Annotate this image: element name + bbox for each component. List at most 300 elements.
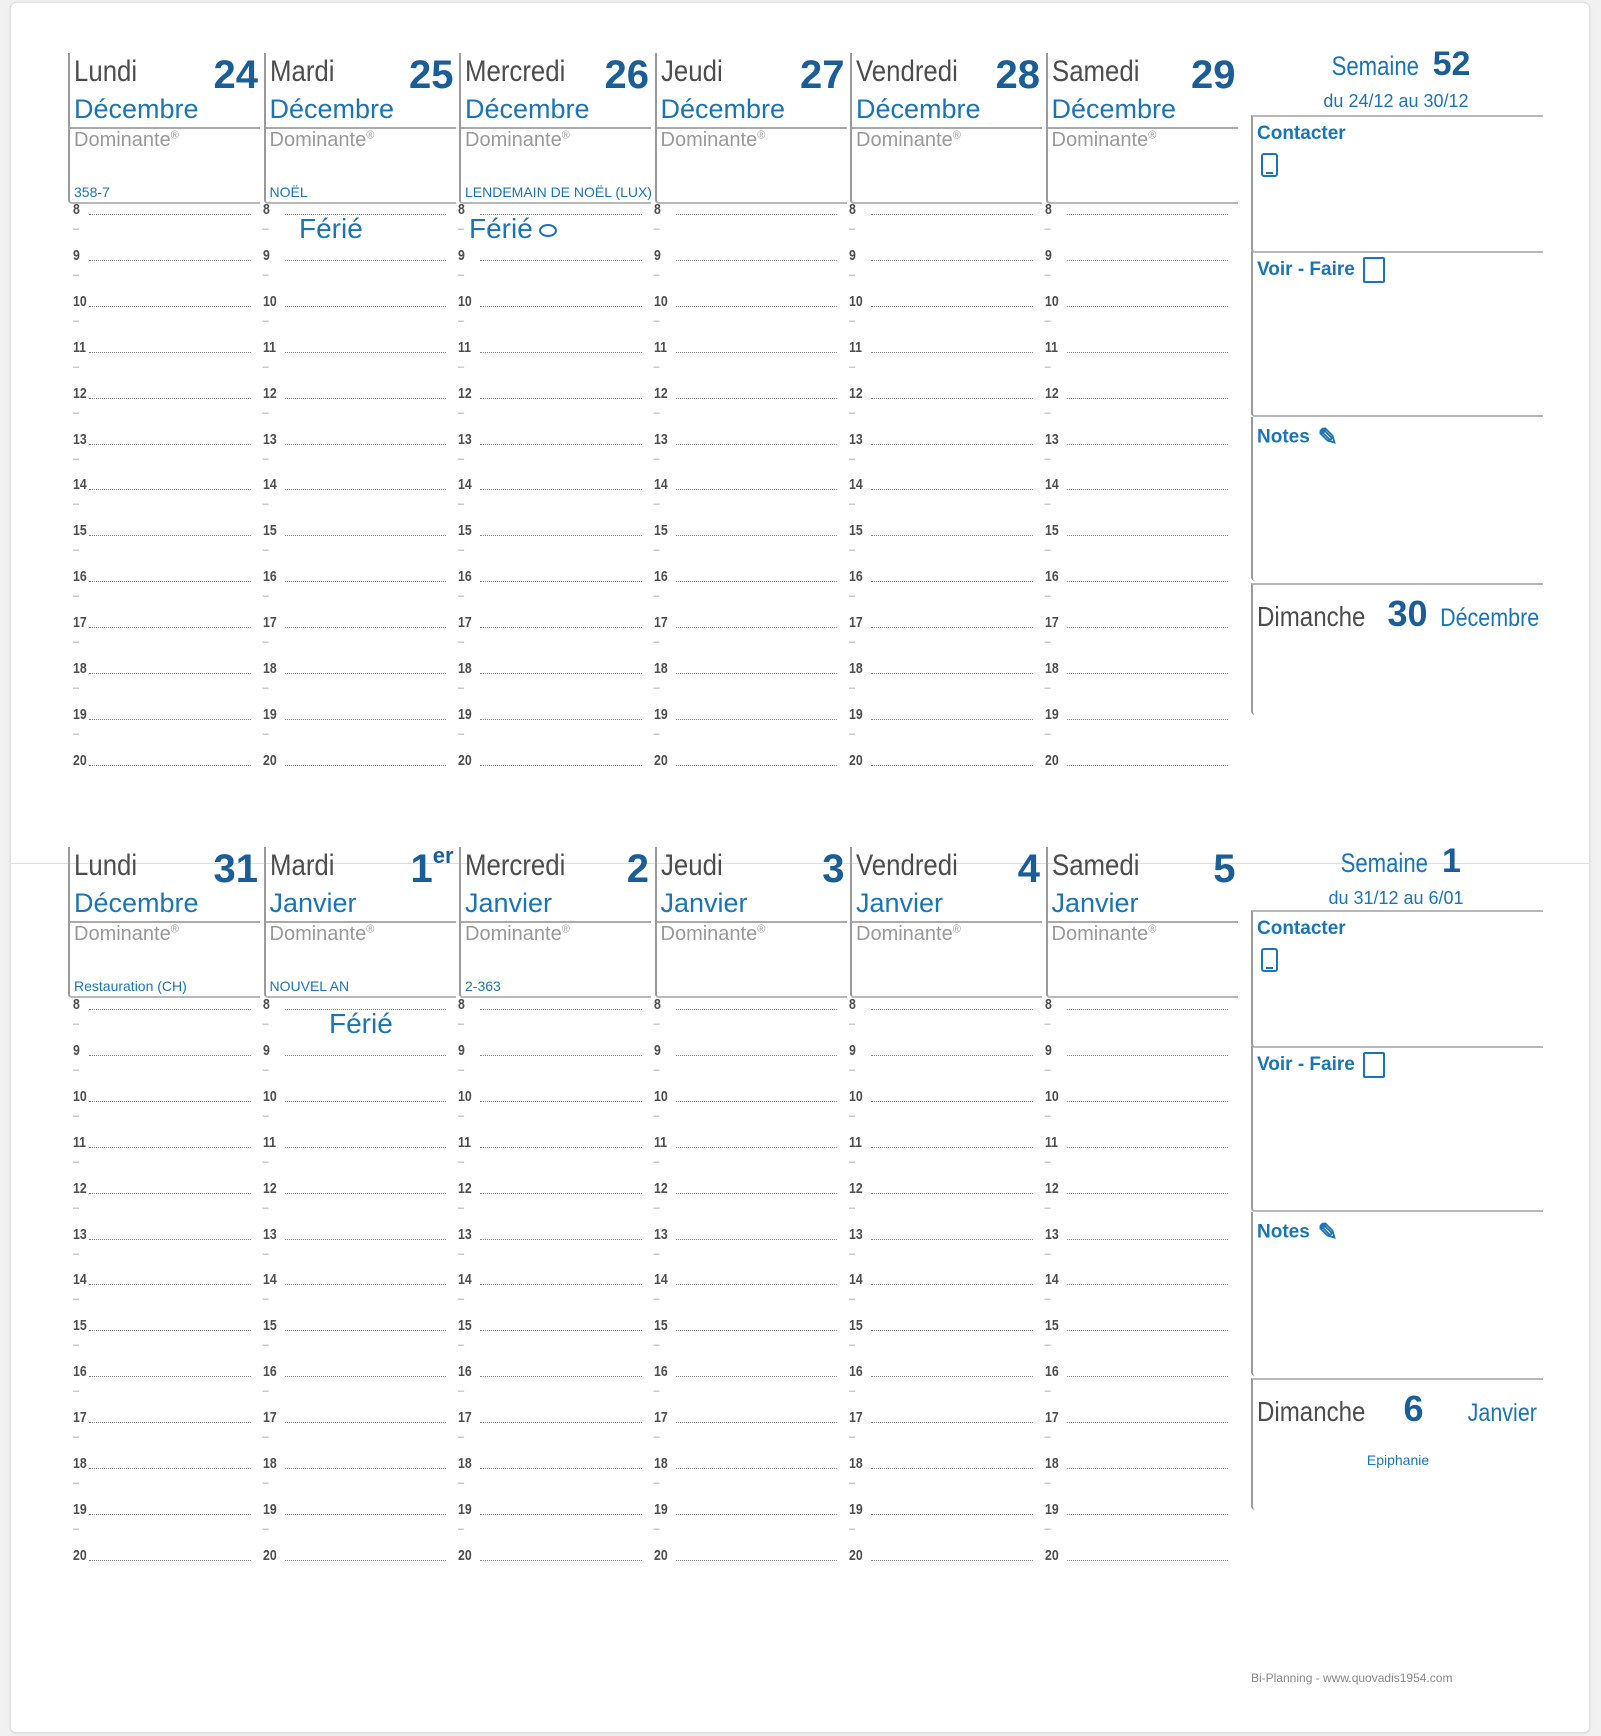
half-hour-tick: –: [458, 223, 465, 235]
hour-dotted-line: [1067, 352, 1229, 353]
contacter-label: Contacter: [1257, 918, 1346, 939]
sunday-month: Janvier: [1467, 1399, 1537, 1427]
hour-dotted-line: [285, 673, 447, 674]
day-month: Décembre: [856, 94, 981, 124]
hour-row[interactable]: [61, 752, 1251, 770]
day-number-value: 1: [410, 847, 433, 891]
half-hour-tick: –: [849, 636, 856, 649]
hour-row[interactable]: [61, 1409, 1251, 1444]
hour-label: 12: [1044, 384, 1059, 402]
hour-label: 16: [262, 1363, 277, 1381]
half-hour-tick: –: [262, 636, 269, 649]
hour-label: 20: [73, 751, 87, 769]
day-header-samedi: [1046, 847, 1238, 998]
hour-dotted-line: [1067, 1284, 1229, 1285]
hour-label: 18: [849, 1455, 863, 1472]
half-hour-tick: –: [653, 1293, 660, 1306]
hour-dotted-line: [676, 581, 838, 582]
hour-dotted-line: [871, 1055, 1033, 1056]
half-hour-tick: –: [262, 452, 269, 465]
notes-box[interactable]: [1251, 1212, 1543, 1376]
hour-dotted-line: [285, 1468, 447, 1469]
saint-text: Dominante: [465, 129, 562, 151]
half-hour-tick: –: [1044, 1431, 1051, 1444]
hour-dotted-line: [871, 1284, 1033, 1285]
hour-label: 12: [849, 384, 863, 402]
hour-dotted-line: [285, 352, 447, 353]
hour-row[interactable]: [61, 1087, 1251, 1122]
hour-label: 8: [73, 201, 80, 218]
registered-mark: ®: [561, 923, 570, 936]
hour-label: 13: [653, 1225, 668, 1243]
hour-row[interactable]: [61, 1225, 1251, 1260]
voir-faire-box[interactable]: [1251, 1046, 1543, 1212]
hour-label: 20: [653, 1546, 668, 1564]
registered-mark: ®: [1148, 129, 1157, 142]
hour-dotted-line: [285, 398, 447, 399]
hour-label: 20: [1044, 751, 1059, 769]
hour-dotted-line: [871, 1514, 1033, 1515]
half-hour-tick: –: [458, 544, 465, 557]
hour-row[interactable]: [61, 705, 1251, 740]
hour-dotted-line: [676, 444, 838, 445]
hour-label: 18: [73, 660, 87, 677]
half-hour-tick: –: [849, 544, 856, 557]
half-hour-tick: –: [458, 360, 465, 373]
day-month: Décembre: [74, 94, 199, 124]
hour-label: 18: [1044, 660, 1059, 677]
registered-mark: ®: [170, 923, 179, 936]
hour-dotted-line: [89, 627, 251, 628]
hour-label: 16: [73, 568, 87, 586]
hour-row[interactable]: [61, 1041, 1251, 1076]
hour-label: 13: [73, 430, 87, 448]
day-name: Samedi: [1051, 849, 1139, 882]
hour-dotted-line: [1067, 306, 1229, 307]
half-hour-tick: –: [653, 682, 660, 694]
day-saint: [661, 923, 766, 946]
half-hour-tick: –: [73, 1522, 80, 1535]
hour-label: 17: [262, 1409, 277, 1427]
hour-dotted-line: [871, 352, 1033, 353]
hour-label: 19: [849, 1500, 863, 1518]
half-hour-tick: –: [849, 360, 856, 373]
hour-label: 11: [262, 338, 276, 356]
hour-dotted-line: [676, 1101, 838, 1102]
sunday-number: 30: [1387, 593, 1428, 634]
hour-label: 15: [653, 522, 668, 540]
hour-dotted-line: [676, 214, 838, 215]
half-hour-tick: –: [1044, 1522, 1051, 1535]
hour-label: 9: [653, 246, 661, 264]
hour-dotted-line: [285, 489, 447, 490]
hour-label: 20: [653, 751, 668, 769]
registered-mark: ®: [757, 129, 766, 142]
hour-dotted-line: [285, 1514, 447, 1515]
hour-row[interactable]: [61, 522, 1251, 557]
hour-dotted-line: [1067, 673, 1229, 674]
half-hour-tick: –: [73, 544, 80, 557]
hour-label: 9: [73, 246, 80, 264]
hour-label: 14: [458, 1271, 472, 1289]
ferie-label-mardi: Férié: [299, 213, 363, 244]
hour-label: 8: [262, 996, 270, 1013]
hour-dotted-line: [1067, 581, 1229, 582]
day-number: [996, 53, 1041, 98]
day-saint: [270, 923, 375, 946]
hour-label: 10: [849, 292, 863, 310]
hour-dotted-line: [89, 1239, 251, 1240]
hour-row[interactable]: [61, 1317, 1251, 1352]
half-hour-tick: –: [849, 1522, 856, 1535]
hour-row[interactable]: [61, 1455, 1251, 1489]
hour-dotted-line: [871, 1468, 1033, 1469]
hour-label: 19: [73, 705, 87, 723]
half-hour-tick: –: [849, 1109, 856, 1122]
day-number-value: 27: [800, 53, 845, 97]
hour-dotted-line: [285, 1147, 447, 1148]
hour-dotted-line: [676, 1376, 838, 1377]
voir-faire-label: [1257, 257, 1385, 283]
hour-row[interactable]: [61, 338, 1251, 373]
hour-dotted-line: [676, 352, 838, 353]
hour-dotted-line: [676, 306, 838, 307]
half-hour-tick: –: [1044, 406, 1051, 419]
hour-dotted-line: [480, 398, 642, 399]
hour-label: 10: [653, 1087, 668, 1105]
half-hour-tick: –: [849, 1385, 856, 1398]
half-hour-tick: –: [458, 452, 465, 465]
day-saint: [856, 129, 961, 152]
hour-label: 16: [653, 1363, 668, 1381]
hour-label: 8: [458, 201, 465, 218]
half-hour-tick: –: [653, 1201, 660, 1214]
hour-row[interactable]: [61, 1363, 1251, 1398]
hour-dotted-line: [480, 765, 642, 766]
day-name: Mercredi: [465, 849, 566, 882]
half-hour-tick: –: [262, 590, 269, 603]
half-hour-tick: –: [849, 1477, 856, 1489]
ferie-text: Férié: [469, 213, 533, 244]
saint-text: Dominante: [465, 923, 562, 945]
hour-dotted-line: [285, 1239, 447, 1240]
hour-dotted-line: [676, 1514, 838, 1515]
hour-label: 8: [458, 996, 465, 1013]
day-number-value: 29: [1191, 53, 1236, 97]
hour-dotted-line: [89, 444, 251, 445]
registered-mark: ®: [1148, 923, 1157, 936]
half-hour-tick: –: [73, 636, 80, 649]
hour-label: 15: [262, 522, 277, 540]
hour-label: 14: [73, 476, 87, 494]
day-number: [1018, 847, 1040, 892]
hour-dotted-line: [480, 352, 642, 353]
half-hour-tick: –: [262, 1431, 269, 1444]
day-number-value: 26: [604, 53, 649, 97]
half-hour-tick: –: [73, 727, 80, 740]
hour-dotted-line: [480, 1147, 642, 1148]
half-hour-tick: –: [1044, 682, 1051, 694]
hour-dotted-line: [1067, 214, 1229, 215]
day-number: [1213, 847, 1235, 892]
half-hour-tick: –: [653, 498, 660, 511]
half-hour-tick: –: [73, 1063, 80, 1076]
half-hour-tick: –: [653, 544, 660, 557]
hour-label: 20: [262, 751, 277, 769]
half-hour-tick: –: [458, 1522, 465, 1535]
hour-row[interactable]: [61, 476, 1251, 511]
half-hour-tick: –: [849, 1018, 856, 1030]
day-header-vendredi: [850, 53, 1042, 204]
hour-dotted-line: [1067, 1422, 1229, 1423]
half-hour-tick: –: [849, 1063, 856, 1076]
hour-dotted-line: [676, 1422, 838, 1423]
hour-label: 12: [458, 1179, 472, 1197]
hour-dotted-line: [89, 1284, 251, 1285]
day-month: Janvier: [1051, 888, 1139, 918]
contacter-box[interactable]: [1251, 115, 1543, 253]
half-hour-tick: –: [458, 406, 465, 419]
hour-dotted-line: [89, 1560, 251, 1561]
pencil-icon: ✎: [1317, 1219, 1338, 1246]
hour-label: 10: [1044, 292, 1059, 310]
half-hour-tick: –: [73, 1477, 80, 1489]
hour-label: 9: [849, 1041, 856, 1059]
hour-row[interactable]: [61, 1547, 1251, 1565]
half-hour-tick: –: [262, 223, 269, 235]
half-hour-tick: –: [653, 1018, 660, 1030]
hour-dotted-line: [676, 673, 838, 674]
day-header-jeudi: [655, 53, 847, 204]
hour-label: 14: [73, 1271, 87, 1289]
hour-label: 8: [1044, 201, 1052, 218]
hour-dotted-line: [285, 535, 447, 536]
half-hour-tick: –: [653, 360, 660, 373]
hour-label: 15: [73, 1317, 87, 1335]
hour-dotted-line: [285, 1055, 447, 1056]
half-hour-tick: –: [262, 1018, 269, 1030]
half-hour-tick: –: [458, 682, 465, 694]
hour-dotted-line: [285, 1284, 447, 1285]
hour-dotted-line: [89, 719, 251, 720]
day-number-value: 24: [213, 53, 258, 97]
hour-row[interactable]: [61, 614, 1251, 649]
hour-label: 14: [262, 476, 277, 494]
hour-label: 10: [849, 1087, 863, 1105]
saint-text: Dominante: [74, 923, 171, 945]
half-hour-tick: –: [73, 1431, 80, 1444]
hour-label: 11: [458, 1133, 472, 1151]
week-range: du 24/12 au 30/12: [1323, 91, 1469, 111]
day-number: [1191, 53, 1236, 98]
hour-row[interactable]: [61, 660, 1251, 694]
half-hour-tick: –: [653, 1385, 660, 1398]
hour-dotted-line: [676, 1330, 838, 1331]
half-hour-tick: –: [262, 1385, 269, 1398]
hour-dotted-line: [871, 1330, 1033, 1331]
hour-row[interactable]: [61, 430, 1251, 465]
hour-row[interactable]: [61, 1271, 1251, 1306]
day-note: LENDEMAIN DE NOËL (LUX): [465, 184, 652, 200]
hour-dotted-line: [89, 535, 251, 536]
hour-dotted-line: [1067, 489, 1229, 490]
hour-dotted-line: [89, 1514, 251, 1515]
half-hour-tick: –: [458, 1339, 465, 1352]
half-hour-tick: –: [653, 1339, 660, 1352]
half-hour-tick: –: [653, 1522, 660, 1535]
sunday-name: Dimanche: [1257, 1396, 1366, 1427]
hour-label: 19: [653, 1500, 668, 1518]
hour-label: 9: [849, 246, 856, 264]
day-name: Vendredi: [856, 55, 958, 88]
day-note: 358-7: [74, 184, 110, 200]
hour-dotted-line: [480, 1514, 642, 1515]
half-hour-tick: –: [849, 1293, 856, 1306]
day-name: Vendredi: [856, 849, 958, 882]
hour-label: 8: [1044, 996, 1052, 1013]
day-month: Décembre: [269, 94, 395, 124]
hour-dotted-line: [1067, 719, 1229, 720]
notes-text: Notes: [1257, 1221, 1310, 1243]
hour-dotted-line: [285, 444, 447, 445]
half-hour-tick: –: [73, 1201, 80, 1214]
day-month: Janvier: [465, 888, 553, 918]
hour-label: 17: [458, 614, 472, 632]
day-name: Jeudi: [660, 55, 723, 88]
notes-label: [1257, 1218, 1338, 1247]
contacter-box[interactable]: [1251, 910, 1543, 1048]
half-hour-tick: –: [849, 1431, 856, 1444]
hour-label: 15: [458, 522, 472, 540]
pencil-icon: ✎: [1317, 424, 1338, 451]
half-hour-tick: –: [1044, 498, 1051, 511]
day-number-suffix: er: [432, 843, 454, 868]
day-name: Lundi: [74, 849, 138, 882]
hour-label: 17: [849, 1409, 863, 1427]
hour-label: 17: [262, 614, 277, 632]
hour-label: 13: [849, 430, 863, 448]
day-header-jeudi: [655, 847, 847, 998]
hour-dotted-line: [89, 489, 251, 490]
day-month: Janvier: [269, 888, 357, 918]
notepad-icon: [1363, 257, 1385, 283]
hour-label: 16: [1044, 1363, 1059, 1381]
hour-label: 19: [1044, 1500, 1059, 1518]
hour-row[interactable]: [61, 1133, 1251, 1168]
hour-row[interactable]: [61, 568, 1251, 603]
sunday-title: [1257, 593, 1547, 635]
hour-dotted-line: [480, 1422, 642, 1423]
hour-dotted-line: [676, 719, 838, 720]
hour-label: 13: [458, 430, 472, 448]
hour-row[interactable]: [61, 1500, 1251, 1535]
half-hour-tick: –: [458, 727, 465, 740]
hour-dotted-line: [676, 260, 838, 261]
hour-dotted-line: [1067, 444, 1229, 445]
hour-label: 12: [653, 1179, 668, 1197]
sunday-box[interactable]: [1251, 1378, 1543, 1510]
half-hour-tick: –: [458, 1155, 465, 1168]
half-hour-tick: –: [73, 268, 80, 281]
hour-dotted-line: [871, 444, 1033, 445]
day-header-lundi: [68, 847, 260, 998]
hour-dotted-line: [1067, 627, 1229, 628]
hour-dotted-line: [676, 1560, 838, 1561]
hour-dotted-line: [89, 1009, 251, 1010]
day-saint: [74, 923, 179, 946]
hour-label: 18: [458, 1455, 472, 1472]
half-hour-tick: –: [1044, 452, 1051, 465]
day-saint: [856, 923, 961, 946]
hour-dotted-line: [480, 1330, 642, 1331]
ferie-label-mercredi: [469, 213, 557, 245]
hour-dotted-line: [871, 1009, 1033, 1010]
hour-dotted-line: [1067, 1239, 1229, 1240]
hour-dotted-line: [871, 214, 1033, 215]
day-saint: [270, 129, 375, 152]
hour-row[interactable]: [61, 1179, 1251, 1214]
hour-label: 11: [653, 1133, 667, 1151]
hour-label: 15: [1044, 1317, 1059, 1335]
hour-row[interactable]: [61, 384, 1251, 419]
hour-label: 10: [1044, 1087, 1059, 1105]
hour-label: 16: [849, 1363, 863, 1381]
half-hour-tick: –: [262, 498, 269, 511]
day-note: NOUVEL AN: [269, 978, 350, 994]
hour-label: 14: [849, 1271, 863, 1289]
hour-label: 19: [262, 1500, 277, 1518]
hour-dotted-line: [480, 1376, 642, 1377]
hour-label: 12: [653, 384, 668, 402]
hour-dotted-line: [480, 1101, 642, 1102]
hour-dotted-line: [89, 765, 251, 766]
half-hour-tick: –: [653, 727, 660, 740]
half-hour-tick: –: [73, 1109, 80, 1122]
half-hour-tick: –: [849, 1201, 856, 1214]
sunday-box[interactable]: [1251, 583, 1543, 715]
hour-dotted-line: [676, 1147, 838, 1148]
hour-label: 14: [1044, 476, 1059, 494]
half-hour-tick: –: [1044, 1293, 1051, 1306]
hour-row[interactable]: [61, 292, 1251, 327]
hour-label: 10: [73, 292, 87, 310]
half-hour-tick: –: [1044, 1477, 1051, 1489]
hour-dotted-line: [480, 489, 642, 490]
day-note: NOËL: [269, 184, 308, 200]
notes-box[interactable]: [1251, 417, 1543, 581]
half-hour-tick: –: [458, 1431, 465, 1444]
hour-label: 18: [849, 660, 863, 677]
hour-dotted-line: [480, 1009, 642, 1010]
hour-label: 14: [262, 1271, 277, 1289]
hour-dotted-line: [89, 1147, 251, 1148]
hour-row[interactable]: [61, 246, 1251, 281]
hour-label: 17: [73, 614, 87, 632]
voir-faire-box[interactable]: [1251, 251, 1543, 417]
hour-dotted-line: [871, 306, 1033, 307]
hour-dotted-line: [480, 627, 642, 628]
hour-label: 20: [849, 1546, 863, 1564]
hour-dotted-line: [1067, 1009, 1229, 1010]
half-hour-tick: –: [1044, 1018, 1051, 1030]
hour-label: 9: [458, 1041, 465, 1059]
day-number-value: 2: [626, 847, 649, 891]
contacter-label: Contacter: [1257, 123, 1346, 144]
half-hour-tick: –: [458, 1385, 465, 1398]
hour-label: 15: [653, 1317, 668, 1335]
day-month: Janvier: [856, 888, 944, 918]
half-hour-tick: –: [73, 590, 80, 603]
